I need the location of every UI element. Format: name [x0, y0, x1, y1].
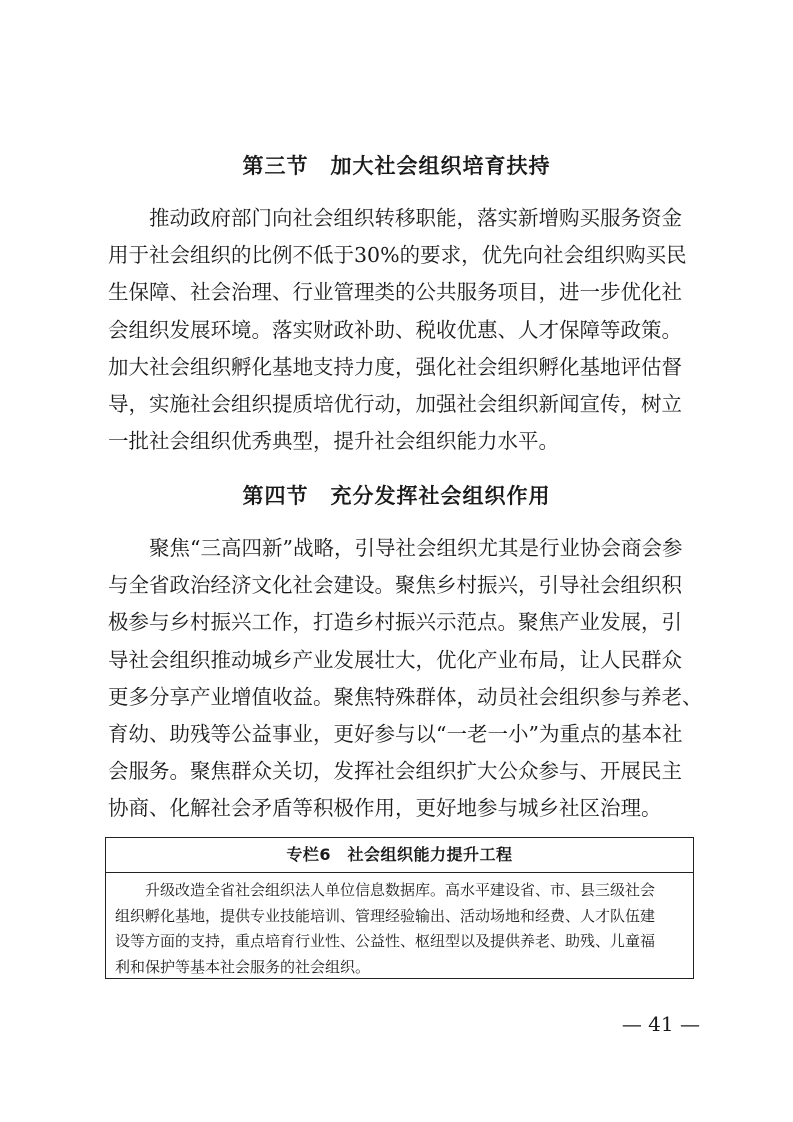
section-3-heading: 第三节 加大社会组织培育扶持 [242, 154, 551, 178]
section-3-paragraph [108, 200, 693, 460]
paragraph-line: 极参与乡村振兴工作，打造乡村振兴示范点。聚焦产业发展，引 [108, 610, 682, 635]
paragraph-line: 育幼、助残等公益事业，更好参与以“一老一小”为重点的基本社 [108, 721, 683, 746]
paragraph-line: 推动政府部门向社会组织转移职能，落实新增购买服务资金 [108, 206, 682, 230]
column-box-title: 专栏6 社会组织能力提升工程 [106, 838, 693, 873]
paragraph-line: 一批社会组织优秀典型，提升社会组织能力水平。 [108, 429, 559, 454]
paragraph-line: 会服务。聚焦群众关切，发挥社会组织扩大公众参与、开展民主 [108, 759, 682, 784]
paragraph-line: 导，实施社会组织提质培优行动，加强社会组织新闻宣传，树立 [108, 391, 682, 416]
paragraph-line: 会组织发展环境。落实财政补助、税收优惠、人才保障等政策。 [108, 317, 682, 342]
paragraph-line: 用于社会组织的比例不低于30%的要求，优先向社会组织购买民 [108, 243, 687, 268]
section-4-heading: 第四节 充分发挥社会组织作用 [242, 484, 551, 508]
paragraph-line: 聚焦“三高四新”战略，引导社会组织尤其是行业协会商会参 [108, 536, 683, 560]
column-box-body [106, 873, 693, 980]
paragraph-line: 加大社会组织孵化基地支持力度，强化社会组织孵化基地评估督 [108, 354, 682, 379]
box-line: 升级改造全省社会组织法人单位信息数据库。高水平建设省、市、县三级社会 [115, 881, 656, 899]
paragraph-line: 与全省政治经济文化社会建设。聚焦乡村振兴，引导社会组织积 [108, 573, 682, 598]
box-line: 组织孵化基地，提供专业技能培训、管理经验输出、活动场地和经费、人才队伍建 [115, 906, 656, 925]
paragraph-line: 协商、化解社会矛盾等积极作用，更好地参与城乡社区治理。 [108, 796, 662, 821]
paragraph-line: 生保障、社会治理、行业管理类的公共服务项目，进一步优化社 [108, 280, 682, 305]
box-line: 利和保护等基本社会服务的社会组织。 [115, 957, 371, 976]
section-4-paragraph [108, 530, 703, 828]
page-number: — 41 — [621, 1012, 700, 1036]
paragraph-line: 更多分享产业增值收益。聚焦特殊群体，动员社会组织参与养老、 [108, 684, 703, 709]
column-box [105, 837, 694, 979]
box-line: 设等方面的支持，重点培育行业性、公益性、枢纽型以及提供养老、助残、儿童福 [115, 932, 656, 950]
paragraph-line: 导社会组织推动城乡产业发展壮大，优化产业布局，让人民群众 [108, 647, 682, 672]
